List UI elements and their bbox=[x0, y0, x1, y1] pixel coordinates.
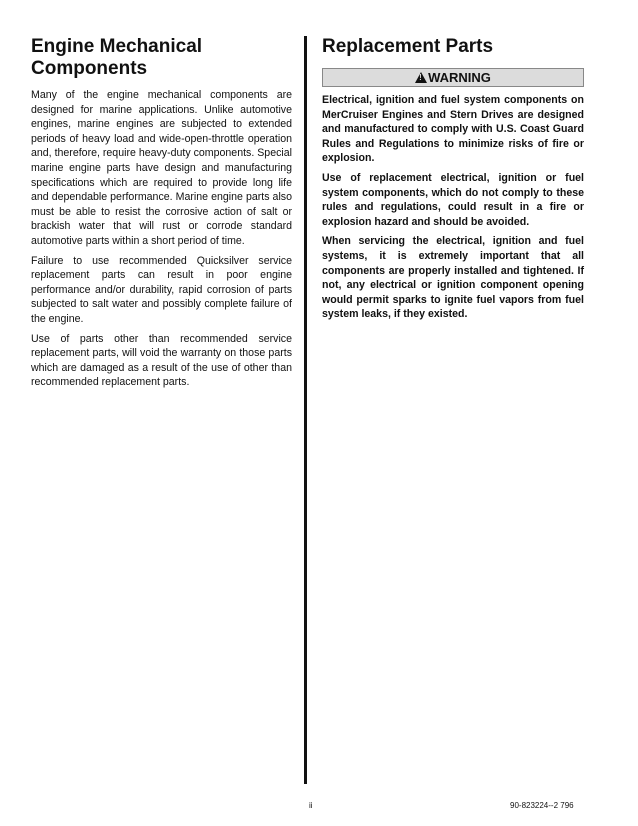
page-number: ii bbox=[309, 801, 313, 810]
paragraph: Many of the engine mechanical components are designed for marine applications. Unlike automotive engines, marine engines are subjected to extended periods of heavy load and wide-open-throttle operation and, therefore, require heavy-duty components. Special marine engine parts have design and manufacturing specifications which are required to provide long life and dependable performance. Marine engine parts also must be able to resist the corrosive action of salt or brackish water that will rust or corrode standard automotive parts within a short period of time. bbox=[31, 89, 292, 247]
section-title-replacement-parts: Replacement Parts bbox=[322, 36, 494, 57]
section-title-engine-mechanical-components: Engine Mechanical Components bbox=[31, 36, 203, 79]
paragraph: Use of parts other than recommended service replacement parts, will void the warranty on those parts which are damaged as a result of the use of other than recommended replacement parts. bbox=[31, 332, 292, 389]
warning-label: WARNING bbox=[428, 70, 491, 85]
warning-banner bbox=[322, 68, 584, 87]
column-divider bbox=[304, 36, 307, 784]
warning-paragraph: Use of replacement electrical, ignition or fuel system components, which do not comply to these rules and regulations, could result in a fire or explosion hazard and should be avoided. bbox=[322, 171, 584, 228]
paragraph: Failure to use recommended Quicksilver service replacement parts can result in poor engine performance and/or durability, rapid corrosion of parts subjected to salt water and possibly complete failure of the engine. bbox=[31, 254, 292, 325]
right-column bbox=[322, 36, 584, 327]
warning-triangle-icon bbox=[415, 72, 427, 83]
warning-paragraph: When servicing the electrical, ignition and fuel systems, it is extremely important that all components are properly installed and tightened. If not, any electrical or ignition component opening would permit sparks to ignite fuel vapors from fuel system leaks, if they existed. bbox=[322, 235, 584, 321]
left-column bbox=[31, 36, 292, 395]
warning-paragraph: Electrical, ignition and fuel system components on MerCruiser Engines and Stern Drives are designed and manufactured to comply with U.S. Coast Guard Rules and Regulations to minimize risks of fire or explosion. bbox=[322, 94, 584, 165]
document-number: 90-823224--2 796 bbox=[510, 801, 574, 810]
